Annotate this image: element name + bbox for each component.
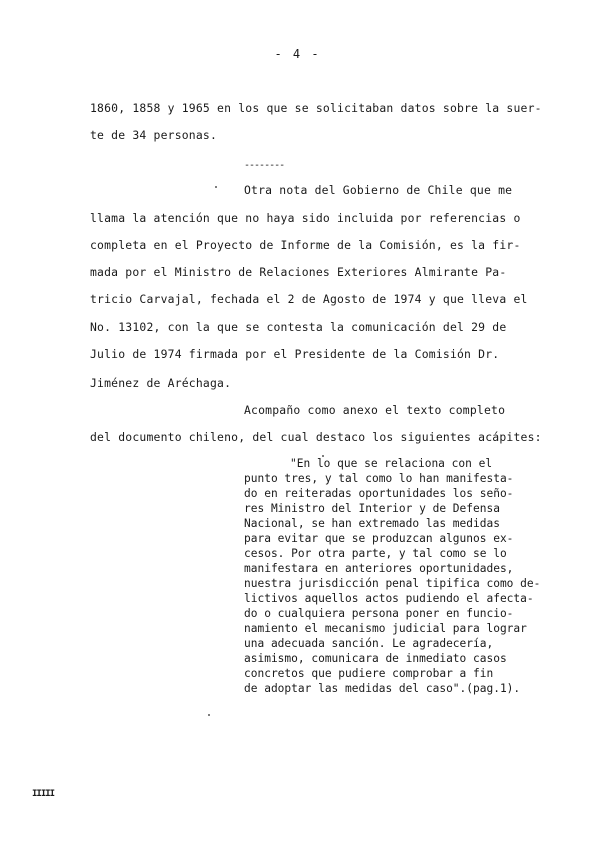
quote-line: "En lo que se relaciona con el <box>290 457 493 470</box>
paragraph-line: tricio Carvajal, fechada el 2 de Agosto de 1974 y que lleva el <box>90 292 528 306</box>
quote-line: cesos. Por otra parte, y tal como se lo <box>244 547 507 560</box>
quote-line: namiento el mecanismo judicial para lograr <box>244 622 527 635</box>
paragraph-line: del documento chileno, del cual destaco los siguientes acápites: <box>90 430 542 444</box>
quote-line: Nacional, se han extremado las medidas <box>244 517 500 530</box>
quote-line: manifestara en anteriores oportunidades, <box>244 562 514 575</box>
paragraph-line: llama la atención que no haya sido incluida por referencias o <box>90 211 521 225</box>
page-corner-mark: IIIII <box>32 789 55 799</box>
quote-line: asimismo, comunicara de inmediato casos <box>244 652 507 665</box>
scan-speck <box>215 186 217 188</box>
paragraph-line: completa en el Proyecto de Informe de la Comisión, es la fir- <box>90 238 521 252</box>
paragraph-line: Otra nota del Gobierno de Chile que me <box>244 183 513 197</box>
quote-line: do o cualquiera persona poner en funcio- <box>244 607 514 620</box>
quote-line: de adoptar las medidas del caso".(pag.1). <box>244 682 521 695</box>
page-number: - 4 - <box>274 47 321 61</box>
quote-line: para evitar que se produzcan algunos ex- <box>244 532 514 545</box>
quote-line: concretos que pudiere comprobar a fin <box>244 667 494 680</box>
quote-line: do en reiteradas oportunidades los seño- <box>244 487 514 500</box>
paragraph-line: te de 34 personas. <box>90 128 218 142</box>
quote-line: una adecuada sanción. Le agradecería, <box>244 637 494 650</box>
scan-speck <box>322 455 324 457</box>
paragraph-line: 1860, 1858 y 1965 en los que se solicitaban datos sobre la suer- <box>90 101 542 115</box>
quote-line: punto tres, y tal como lo han manifesta- <box>244 472 514 485</box>
quote-line: res Ministro del Interior y de Defensa <box>244 502 500 515</box>
paragraph-line: Julio de 1974 firmada por el Presidente de la Comisión Dr. <box>90 347 500 361</box>
paragraph-line: mada por el Ministro de Relaciones Exteriores Almirante Pa- <box>90 265 507 279</box>
quote-line: lictivos aquellos actos pudiendo el afecta- <box>244 592 534 605</box>
quote-line: nuestra jurisdicción penal tipifica como de- <box>244 577 541 590</box>
section-separator: -------- <box>244 160 285 171</box>
paragraph-line: Acompaño como anexo el texto completo <box>244 403 506 417</box>
paragraph-line: Jiménez de Aréchaga. <box>90 376 232 390</box>
paragraph-line: No. 13102, con la que se contesta la comunicación del 29 de <box>90 320 507 334</box>
scan-speck <box>208 714 210 716</box>
